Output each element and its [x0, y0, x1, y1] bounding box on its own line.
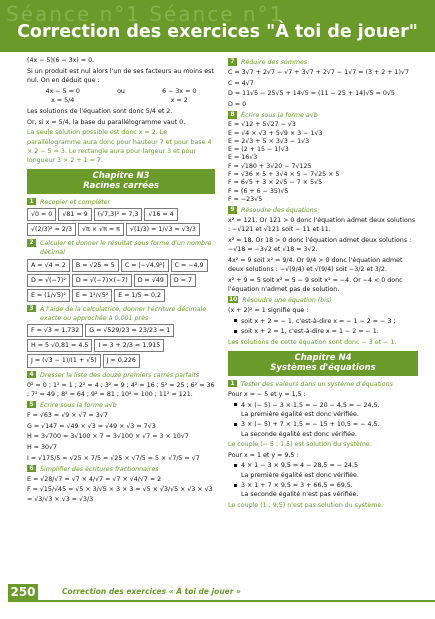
exercise-number: 1 — [228, 380, 237, 388]
conclusion-text: La seule solution possible est donc x = 2. Le parallélogramme aura donc pour hauteur 7 et pour base 4 × 2 − 5 = 3. Le rectangle aura pour largeur 3 et pour longueur 3 × 2 + 1 = 7. — [27, 129, 212, 164]
exercise-header — [228, 206, 418, 215]
bullet-icon — [234, 403, 237, 406]
ex2-grid — [27, 259, 215, 302]
ex1-cell: √π × √π = π — [78, 223, 124, 236]
ex7-line: C = 3√7 + 2√7 − √7 + 3√7 + 2√7 − 1√7 = (3 + 2 + 1)√7 — [228, 69, 410, 77]
exercise-number: 2 — [27, 239, 36, 247]
ex4-text: 0² = 0 ; 1² = 1 ; 2² = 4 ; 3² = 9 ; 4² = 16 ; 5² = 25 ; 6² = 36 ; 7² = 49 ; 8² = 64 ; 9² = 81 ; 10² = 100 ; 11² = 121. — [27, 381, 215, 398]
test-bullet-result: La seconde égalité est donc vérifiée. — [241, 430, 357, 438]
ex5-line: F = √63 = √9 × √7 = 3√7 — [27, 412, 108, 419]
or-remark: Or, si x = 5/4, la base du parallélogramme vaut 0. — [27, 118, 186, 126]
ex2-cell: D = 7 — [170, 274, 196, 287]
ex3-grid — [27, 324, 215, 367]
exercise-number: 3 — [27, 305, 36, 313]
exercise-number: 10 — [229, 295, 238, 303]
footer-divider — [8, 600, 435, 602]
ex9-text: 4x² = 9 soit x² = 9/4. Or 9/4 > 0 donc l'équation admet deux solutions : −√(9/4) et √(9/4) soit −3/2 et 3/2. — [228, 256, 403, 273]
exercise-number: 6 — [27, 465, 36, 473]
bullet-icon — [234, 330, 237, 333]
exercise-number: 4 — [27, 371, 36, 379]
exercise-title: Simplifier des écritures fractionnaires — [40, 465, 159, 473]
ex3-cell: J ≈ 0,226 — [103, 354, 140, 367]
ex2-cell: B = √25 = 5 — [72, 259, 119, 272]
exercise-title: Écrire sous la forme a√b — [40, 401, 117, 409]
test-intro: Pour x = − 5 et y = 1,5 : — [228, 391, 306, 399]
ex8-lines — [228, 121, 418, 204]
test-bullet — [228, 401, 418, 410]
exercise-header — [228, 380, 418, 389]
exercise-title: Dresser la liste des douze premiers carrés parfaits — [40, 371, 200, 379]
ex10-bullet — [228, 327, 418, 336]
test-bullet-line: 4 × (− 5) − 3 × 1,5 = − 20 − 4,5 = − 24,5. — [241, 401, 380, 409]
test-bullet-result: La première égalité est donc vérifiée. — [241, 410, 359, 418]
exercise-title: Calculer et donner le résultat sous forme d'un nombre décimal — [40, 240, 212, 257]
exercise-number: 9 — [228, 206, 237, 214]
ex2-cell: C = −4,9 — [171, 259, 208, 272]
ex5-line: H = 30√7 — [27, 443, 58, 451]
ex5-line: H = 3√700 = 3√100 × 7 = 3√100 × √7 = 3 × 10√7 — [27, 433, 189, 441]
test-bullet — [228, 481, 418, 490]
ex3-cell: H = 5 √0,81 = 4,5 — [27, 339, 92, 352]
ex2-cell: D = √(−7)² — [27, 274, 70, 287]
test-bullet — [228, 420, 418, 429]
exercise-number: 5 — [27, 401, 36, 409]
page-footer — [0, 584, 435, 619]
or-text: ou — [117, 87, 125, 95]
intro-equation: (4x − 5)(6 − 3x) = 0. — [27, 57, 95, 64]
ex2-cell: A = √4 = 2 — [27, 259, 70, 272]
ex1-cell: √(2/3)² = 2/3 — [27, 223, 76, 236]
bullet-icon — [234, 423, 237, 426]
ex8-line: E = √12 + 5√27 − √3 — [228, 121, 296, 129]
ex10-text: (x + 2)² = 1 signifie que : — [228, 306, 309, 314]
ex2-cell: E = 1²/√5² — [72, 289, 112, 302]
exercise-number: 8 — [228, 111, 237, 119]
ex9-text: x² + 9 = 5 soit x² = 5 − 9 soit x² = −4. Or −4 < 0 donc l'équation n'admet pas de solution. — [228, 276, 403, 293]
header-background-text: Séance n°1 Séance n°1 — [6, 2, 285, 26]
exercise-title: Réduire des sommes — [241, 59, 308, 66]
ex8-line: F = (6 + 6 − 35)√5 — [228, 187, 289, 195]
left-column — [27, 56, 215, 505]
ex6-line: F = √15/√45 = √5 × 3/√5 × 3 × 3 = √5 × √3/√5 × √3 × √3 = √3/√3 × √3 = √3/3 — [27, 486, 213, 503]
exercise-number: 7 — [228, 58, 237, 66]
ex7-line: C = 4√7 — [228, 79, 254, 87]
bullet-icon — [234, 319, 237, 322]
exercise-title: Recopier et compléter — [40, 198, 111, 206]
exercise-title: Résoudre une équation (bis) — [242, 296, 332, 304]
exercise-header — [27, 239, 215, 257]
page-number: 250 — [8, 584, 38, 600]
ex8-line: F = √36 × 5 + 3√4 × 5 − 7√25 × 5 — [228, 171, 340, 179]
exercise-header — [27, 305, 215, 323]
ex1-cell: √81 = 9 — [58, 208, 91, 221]
exercise-header — [27, 401, 215, 410]
exercise-number: 1 — [27, 198, 36, 206]
test-bullet-line: 3 × (− 5) + 7 × 1,5 = − 15 + 10,5 = − 4,5. — [241, 421, 380, 429]
right-column — [228, 56, 418, 512]
ex2-cell: C = |−√4,9²| — [121, 259, 169, 272]
solution-2b: x = 2 — [170, 97, 188, 104]
ex1-cell: (√7,3)² = 7,3 — [94, 208, 143, 221]
exercise-title: Tester des valeurs dans un système d'équations — [241, 380, 393, 388]
exercise-title: Résoudre des équations — [241, 207, 318, 215]
ex1-cell: √16 = 4 — [144, 208, 177, 221]
ex8-line: E = √4 × √3 + 5√9 × 3 − 1√3 — [228, 129, 323, 137]
ex2-cell: D = √(−7)×(−7) — [72, 274, 132, 287]
bullet-icon — [234, 484, 237, 487]
ex10-bullet — [228, 317, 418, 326]
chapter-n4-subtitle: Systèmes d'équations — [270, 362, 376, 373]
footer-text: Correction des exercices « À toi de jouer » — [62, 587, 241, 596]
ex8-line: E = 2√3 + 5 × 3√3 − 1√3 — [228, 137, 310, 145]
exercise-title: À l'aide de la calculatrice, donner l'écriture décimale exacte ou approchée à 0,001 près — [40, 305, 207, 322]
test-bullet — [228, 461, 418, 470]
exercise-header — [27, 371, 215, 380]
page-title: Correction des exercices "À toi de jouer" — [17, 22, 418, 42]
ex5-line: G = √147 = √49 × √3 = √49 × √3 = 7√3 — [27, 422, 156, 430]
intro-text: Si un produit est nul alors l'un de ses facteurs au moins est nul. On en déduit que : — [27, 67, 214, 84]
solution-2a: 6 − 3x = 0 — [162, 87, 197, 95]
ex3-cell: I = 3 + 2/3 ≈ 1,915 — [94, 339, 164, 352]
solution-1a: 4x − 5 = 0 — [45, 87, 80, 95]
exercise-title: Écrire sous la forme a√b — [241, 112, 318, 120]
ex2-cell: D = √49 — [134, 274, 168, 287]
solution-steps — [27, 87, 215, 105]
exercise-header — [27, 198, 215, 207]
solutions-text: Les solutions de l'équation sont donc 5/4 et 2. — [27, 108, 173, 116]
ex3-cell: G = √529/23 = 23/23 = 1 — [85, 324, 174, 337]
ex2-cell: E = (1/√5)² — [27, 289, 70, 302]
exercise-header — [228, 296, 418, 305]
bullet-icon — [234, 464, 237, 467]
ex8-line: F = 6√5 + 3 × 2√5 − 7 × 5√5 — [228, 179, 323, 187]
page-header — [0, 0, 435, 52]
ex1-grid — [27, 208, 215, 236]
test-bullet-result: La première égalité est donc vérifiée. — [241, 471, 359, 479]
chapter-n3-banner — [27, 169, 215, 194]
exercise-header — [228, 111, 418, 120]
chapter-n3-subtitle: Racines carrées — [83, 180, 159, 191]
exercise-header — [228, 58, 418, 67]
test-conclusion: Le couple (1 ; 9,5) n'est pas solution du système. — [228, 501, 384, 509]
ex7-line: D = 0 — [228, 101, 247, 108]
ex9-text: x² = 18. Or 18 > 0 donc l'équation admet deux solutions : −√18 = −3√2 et √18 = 3√2. — [228, 237, 412, 254]
test-conclusion: Le couple (− 5 ; 1,5) est solution du système. — [228, 441, 372, 449]
ex10-bullet-text: soit x + 2 = 1, c'est-à-dire x = 1 − 2 = − 1. — [241, 328, 379, 336]
exercise-header — [27, 465, 215, 474]
chapter-n3-title: Chapitre N3 — [92, 170, 150, 181]
ex1-cell: √(1/3) = 1/√3 = √3/3 — [126, 223, 200, 236]
ex10-conclusion: Les solutions de cette équation sont donc − 3 et − 1. — [228, 338, 397, 346]
ex3-cell: J = (√3 − 1)/(1 + √5) — [27, 354, 101, 367]
test-bullet-line: 3 × 1 + 7 × 9,5 = 3 + 66,5 = 69,5. — [241, 482, 353, 490]
ex9-text: x² = 121. Or 121 > 0 donc l'équation admet deux solutions : −√121 et √121 soit − 11 et 11. — [228, 217, 416, 234]
chapter-n4-banner — [228, 351, 418, 376]
ex8-line: F = −23√5 — [228, 195, 263, 203]
ex5-line: I = √175/5 = √25 × 7/5 = √25 × √7/5 = 5 × √7/5 = √7 — [27, 454, 200, 462]
ex3-cell: F = √3 ≈ 1,732 — [27, 324, 83, 337]
ex8-line: E = 16√3 — [228, 154, 258, 162]
ex8-line: E = (2 + 15 − 1)√3 — [228, 146, 289, 154]
solution-1b: x = 5/4 — [51, 97, 75, 104]
chapter-n4-title: Chapitre N4 — [294, 352, 352, 363]
test-intro: Pour x = 1 et y = 9,5 : — [228, 451, 299, 459]
test-bullet-line: 4 × 1 − 3 × 9,5 = 4 − 28,5 = − 24,5 — [241, 462, 359, 470]
ex1-cell: √0 = 0 — [27, 208, 56, 221]
ex8-line: F = √180 + 3√20 − 7√125 — [228, 162, 312, 170]
ex10-bullet-text: soit x + 2 = − 1, c'est-à-dire x = − 1 − 2 = − 3 ; — [241, 317, 396, 325]
ex7-line: D = 11√5 − 25√5 + 14√5 = (11 − 25 + 14)√5 = 0√5 — [228, 90, 395, 98]
ex2-cell: E = 1/5 = 0,2 — [114, 289, 165, 302]
test-bullet-result: La seconde égalité n'est pas vérifiée. — [241, 491, 359, 499]
ex6-line: E = √28/√7 = √7 × 4/√7 = √7 × √4/√7 = 2 — [27, 475, 162, 483]
